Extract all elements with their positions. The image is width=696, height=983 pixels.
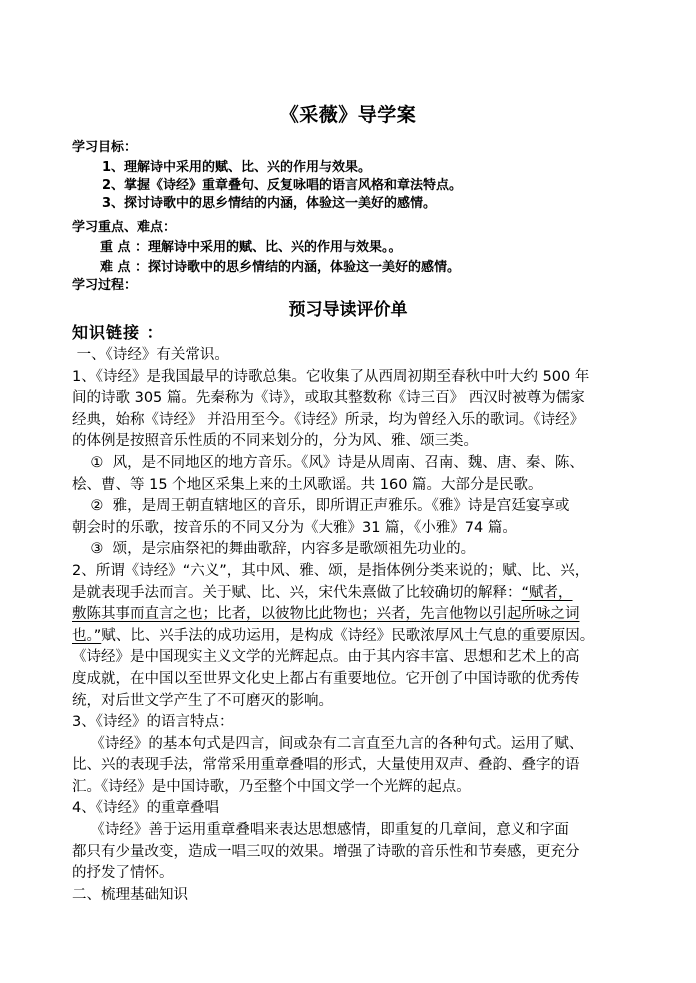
- knowledge-line: 统，对后世文学产生了不可磨灭的影响。: [72, 692, 333, 709]
- difficulty-point: 难 点 ：探讨诗歌中的思乡情结的内涵，体验这一美好的感情。: [100, 260, 461, 275]
- underlined-quote: 也。”: [72, 627, 102, 644]
- knowledge-line: 都只有少量改变，造成一唱三叹的效果。增强了诗歌的音乐性和节奏感，更充分: [72, 843, 580, 860]
- knowledge-heading: 知识链接 ：: [72, 323, 164, 342]
- knowledge-line: ③ 颂，是宗庙祭祀的舞曲歌辞，内容多是歌颂祖先功业的。: [72, 541, 476, 558]
- objective-item-1: 1、理解诗中采用的赋、比、兴的作用与效果。: [102, 160, 372, 175]
- knowledge-line: 度成就，在中国以至世界文化史上都占有重要地位。它开创了中国诗歌的优秀传: [72, 670, 580, 687]
- knowledge-body: [72, 345, 642, 906]
- underlined-quote: 敷陈其事而直言之也；比者，以彼物比此物也；兴者，先言他物以引起所咏之词: [72, 606, 580, 623]
- key-point: 重 点 ：理解诗中采用的赋、比、兴的作用与效果。。: [100, 240, 402, 255]
- objective-item-3: 3、探讨诗歌中的思乡情结的内涵，体验这一美好的感情。: [102, 196, 437, 211]
- key-points-heading: 学习重点、难点：: [72, 220, 177, 235]
- knowledge-line: 一、《诗经》有关常识。: [72, 347, 229, 363]
- preview-title: 预习导读评价单: [288, 300, 408, 320]
- knowledge-line: 间的诗歌 305 篇。先秦称为《诗》，或取其整数称《诗三百》 西汉时被尊为儒家: [72, 390, 585, 407]
- knowledge-line: 二、梳理基础知识: [72, 886, 188, 903]
- underlined-quote: “赋者，: [521, 584, 573, 601]
- knowledge-line: 朝会时的乐歌，按音乐的不同又分为《大雅》31 篇，《小雅》74 篇。: [72, 519, 517, 536]
- knowledge-line: 比、兴的表现手法，常常采用重章叠唱的形式，大量使用双声、叠韵、叠字的语: [72, 757, 580, 774]
- knowledge-line-text: 赋、比、兴手法的成功运用，是构成《诗经》民歌浓厚风土气息的重要原因。: [101, 627, 595, 644]
- knowledge-line-text: 是就表现手法而言。关于赋、比、兴，宋代朱熹做了比较确切的解释：: [72, 584, 522, 601]
- knowledge-line: 《诗经》是中国现实主义文学的光辉起点。由于其内容丰富、思想和艺术上的高: [72, 649, 580, 666]
- process-heading: 学习过程：: [72, 278, 138, 293]
- knowledge-line: 的抒发了情怀。: [72, 865, 174, 882]
- knowledge-line: 3、《诗经》的语言特点：: [72, 714, 234, 731]
- objectives-heading: 学习目标：: [72, 140, 138, 155]
- page-title: 《采薇》导学案: [279, 104, 417, 126]
- knowledge-line: ① 风，是不同地区的地方音乐。《风》诗是从周南、召南、魏、唐、秦、陈、: [72, 454, 584, 471]
- knowledge-line: 的体例是按照音乐性质的不同来划分的，分为风、雅、颂三类。: [72, 433, 478, 450]
- knowledge-line: 桧、曹、等 15 个地区采集上来的土风歌谣。共 160 篇。大部分是民歌。: [72, 476, 543, 493]
- knowledge-line: 1、《诗经》是我国最早的诗歌总集。它收集了从西周初期至春秋中叶大约 500 年: [72, 368, 590, 385]
- objective-item-2: 2、掌握《诗经》重章叠句、反复咏唱的语言风格和章法特点。: [102, 178, 463, 193]
- knowledge-line: 4、《诗经》的重章叠唱: [72, 800, 219, 817]
- knowledge-line: 《诗经》的基本句式是四言，间或杂有二言直至九言的各种句式。运用了赋、: [72, 735, 584, 752]
- knowledge-line: [72, 583, 642, 605]
- knowledge-line: 经典，始称《诗经》 并沿用至今。《诗经》所录，均为曾经入乐的歌词。《诗经》: [72, 411, 585, 428]
- knowledge-line: ② 雅，是周王朝直辖地区的音乐，即所谓正声雅乐。《雅》诗是宫廷宴享或: [72, 498, 570, 515]
- knowledge-line: 汇。《诗经》是中国诗歌，乃至整个中国文学一个光辉的起点。: [72, 778, 471, 795]
- knowledge-line: [72, 626, 642, 648]
- knowledge-line: 2、所谓《诗经》“六义”，其中风、雅、颂，是指体例分类来说的；赋、比、兴，: [72, 562, 590, 579]
- knowledge-line: 《诗经》善于运用重章叠唱来表达思想感情，即重复的几章间，意义和字面: [72, 822, 569, 839]
